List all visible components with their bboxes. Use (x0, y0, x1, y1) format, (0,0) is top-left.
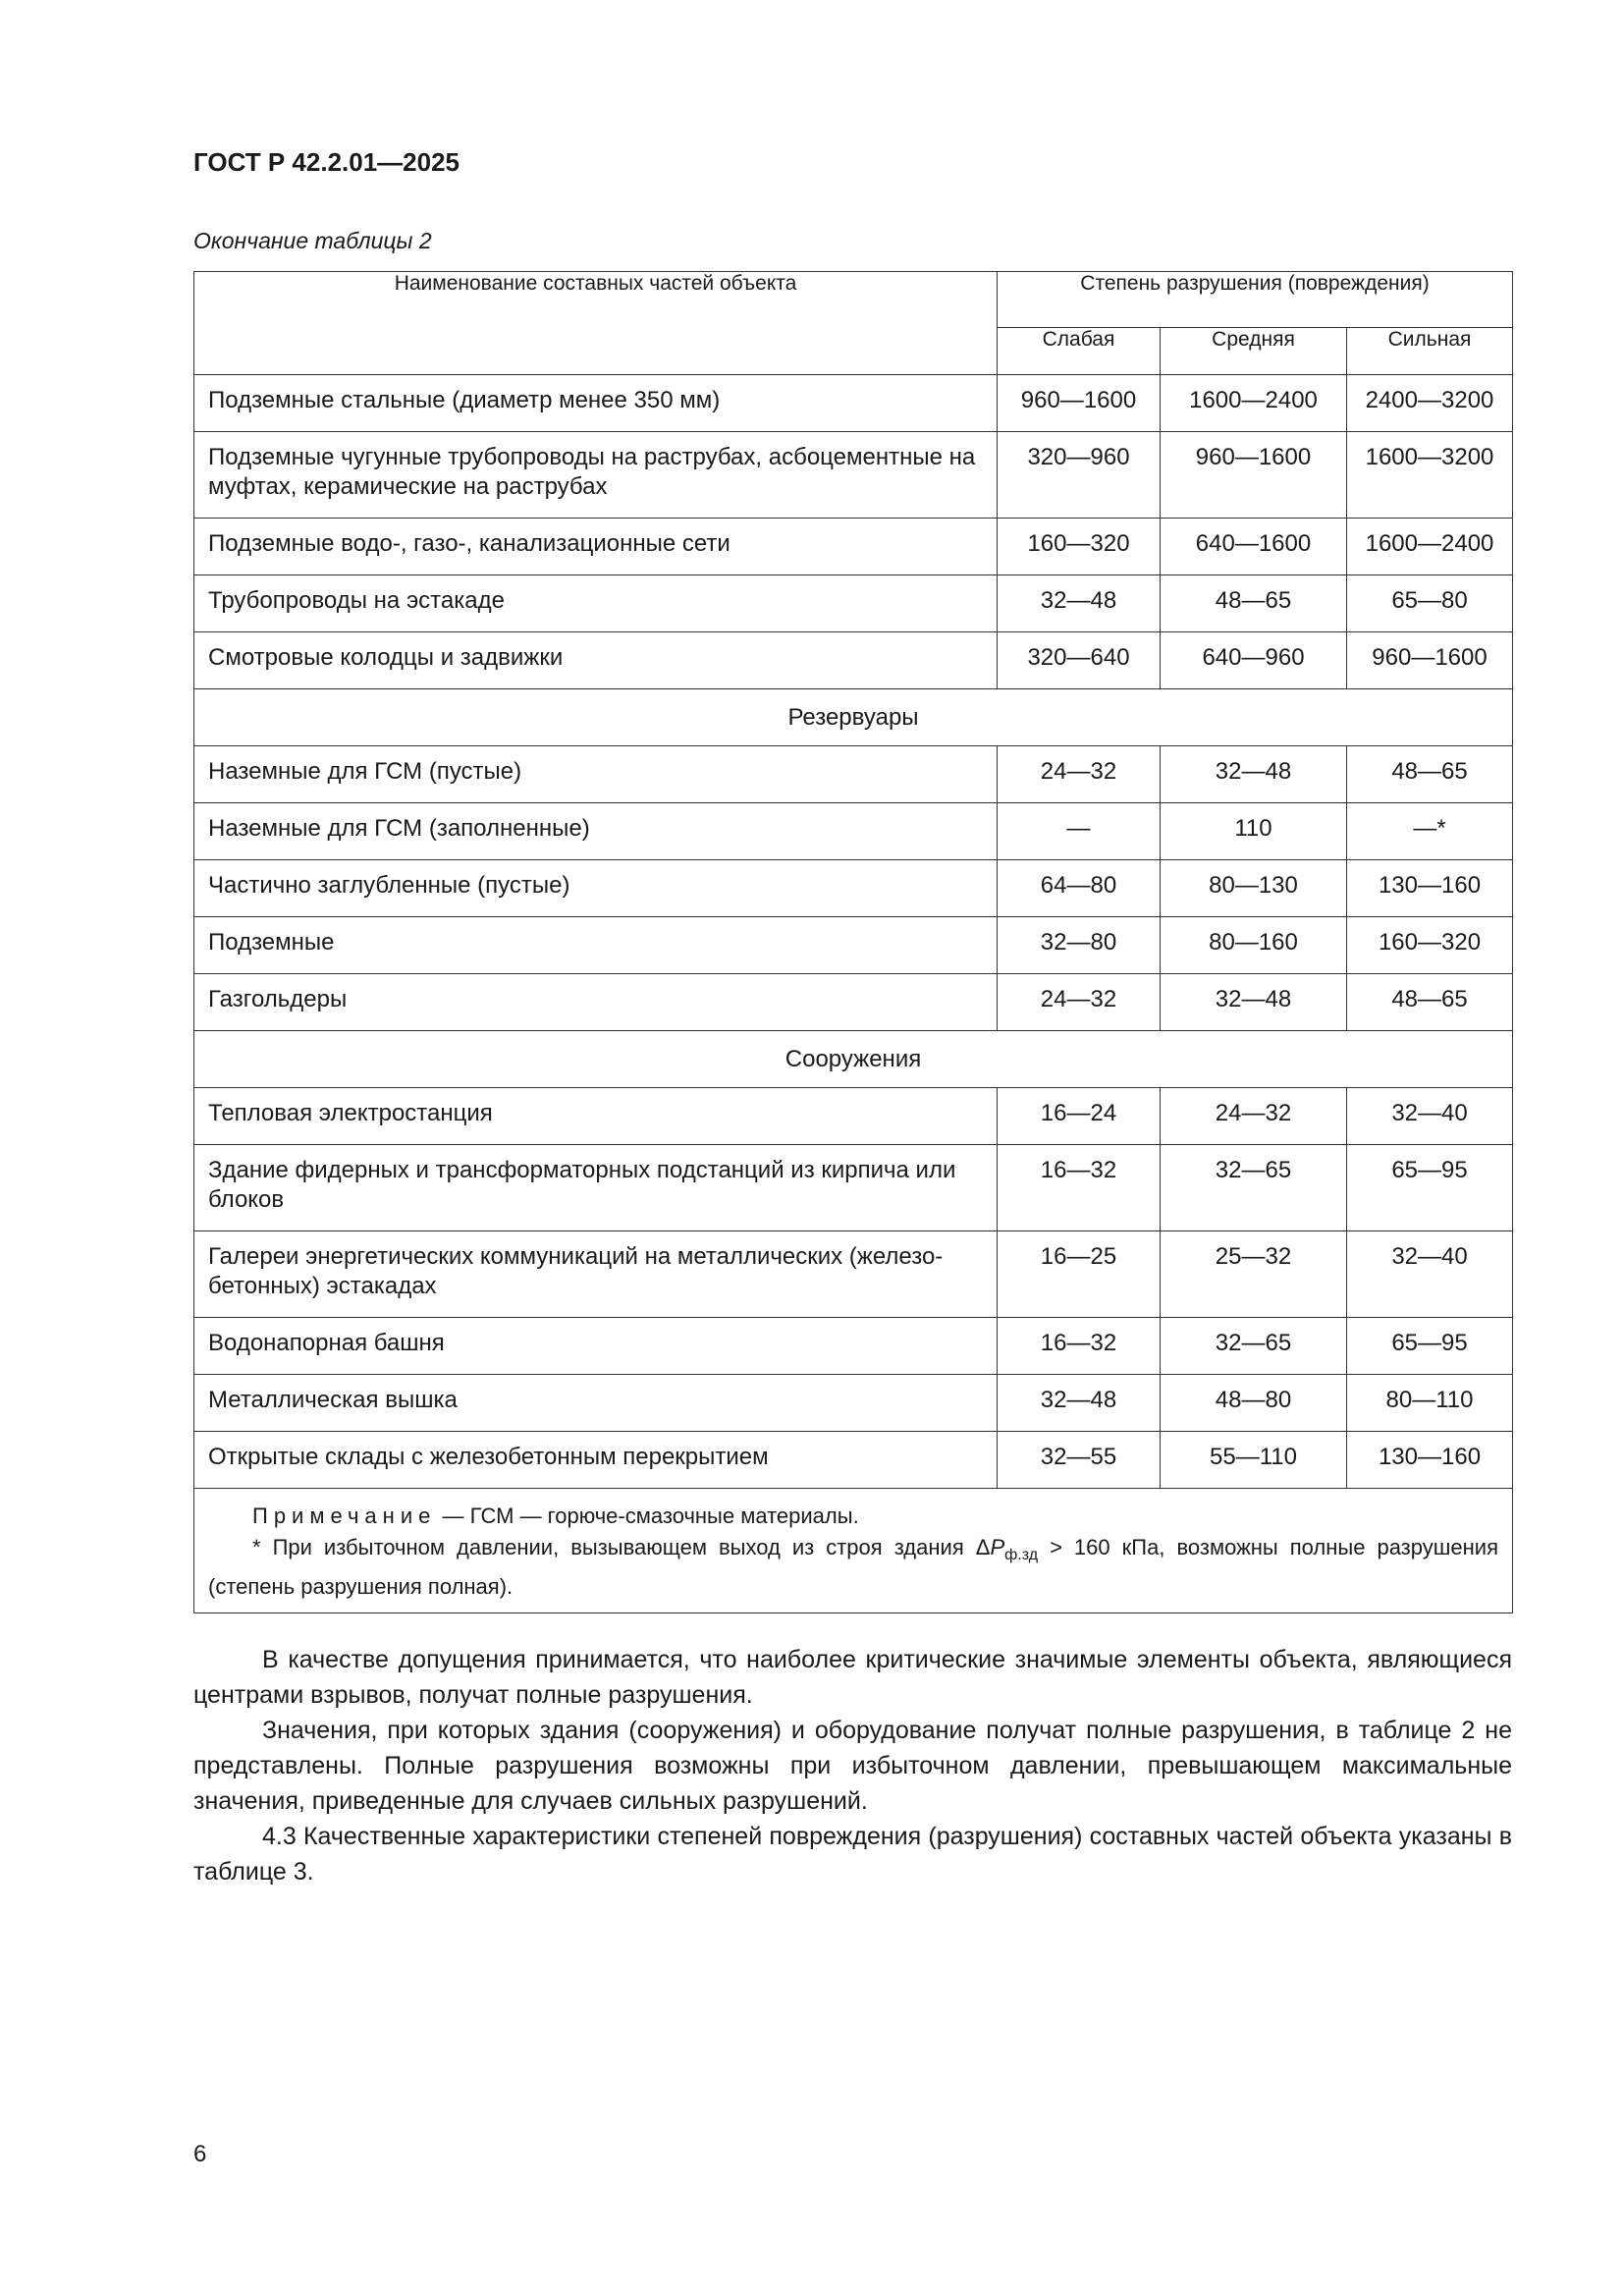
section-row (194, 1031, 1513, 1088)
table-row (194, 1231, 1513, 1318)
header-strong: Сильная (1347, 328, 1513, 375)
strong-value: 130—160 (1347, 860, 1513, 917)
table-row (194, 1375, 1513, 1432)
paragraph: В качестве допущения принимается, что наиболее критические значимые элементы объекта, являющиеся центрами взрывов, получат полные разрушения. (193, 1646, 1512, 1709)
component-name: Металлическая вышка (194, 1375, 998, 1432)
strong-value: 960—1600 (1347, 632, 1513, 689)
table-row (194, 432, 1513, 519)
weak-value: 320—640 (998, 632, 1161, 689)
medium-value: 1600—2400 (1161, 375, 1347, 432)
table-row (194, 632, 1513, 689)
note-text: — ГСМ — горюче-смазочные материалы. (436, 1503, 859, 1528)
section-title: Сооружения (194, 1031, 1513, 1088)
table-row (194, 746, 1513, 803)
table-row (194, 974, 1513, 1031)
weak-value: 320—960 (998, 432, 1161, 519)
medium-value: 25—32 (1161, 1231, 1347, 1318)
component-name: Наземные для ГСМ (пустые) (194, 746, 998, 803)
medium-value: 24—32 (1161, 1088, 1347, 1145)
medium-value: 110 (1161, 803, 1347, 860)
strong-value: 160—320 (1347, 917, 1513, 974)
component-name: Частично заглубленные (пустые) (194, 860, 998, 917)
medium-value: 32—48 (1161, 746, 1347, 803)
weak-value: 960—1600 (998, 375, 1161, 432)
component-name: Подземные чугунные трубопроводы на раструбах, асбоцементные на муфтах, керамические на раструбах (194, 432, 998, 519)
weak-value: 160—320 (998, 519, 1161, 575)
footnote-star: * При избыточном давлении, вызывающем выход из строя здания $\Delta P_{ф.зд} > 160$ кПа, возможны полные разрушения (степень разрушения полная). (208, 1535, 1498, 1599)
weak-value: 16—24 (998, 1088, 1161, 1145)
weak-value: 16—32 (998, 1145, 1161, 1231)
component-name: Смотровые колодцы и задвижки (194, 632, 998, 689)
header-weak: Слабая (998, 328, 1161, 375)
medium-value: 640—1600 (1161, 519, 1347, 575)
medium-value: 80—160 (1161, 917, 1347, 974)
table-row (194, 803, 1513, 860)
weak-value: 32—80 (998, 917, 1161, 974)
component-name: Подземные водо-, газо-, канализационные сети (194, 519, 998, 575)
medium-value: 960—1600 (1161, 432, 1347, 519)
weak-value: — (998, 803, 1161, 860)
strong-value: —* (1347, 803, 1513, 860)
component-name: Трубопроводы на эстакаде (194, 575, 998, 632)
strong-value: 65—95 (1347, 1318, 1513, 1375)
header-damage-degree: Степень разрушения (повреждения) (998, 272, 1513, 328)
weak-value: 64—80 (998, 860, 1161, 917)
paragraph: 4.3 Качественные характеристики степеней повреждения (разрушения) составных частей объекта указаны в таблице 3. (193, 1823, 1512, 1886)
damage-table (193, 271, 1513, 1613)
strong-value: 48—65 (1347, 974, 1513, 1031)
strong-value: 65—95 (1347, 1145, 1513, 1231)
strong-value: 2400—3200 (1347, 375, 1513, 432)
component-name: Открытые склады с железобетонным перекрытием (194, 1432, 998, 1489)
strong-value: 65—80 (1347, 575, 1513, 632)
table-row (194, 1318, 1513, 1375)
weak-value: 16—32 (998, 1318, 1161, 1375)
page-number: 6 (193, 2141, 207, 2167)
medium-value: 640—960 (1161, 632, 1347, 689)
table-row (194, 575, 1513, 632)
strong-value: 130—160 (1347, 1432, 1513, 1489)
note-label: Примечание (252, 1503, 437, 1528)
table-row (194, 917, 1513, 974)
component-name: Подземные стальные (диаметр менее 350 мм) (194, 375, 998, 432)
component-name: Здание фидерных и трансформаторных подстанций из кирпича или блоков (194, 1145, 998, 1231)
weak-value: 16—25 (998, 1231, 1161, 1318)
medium-value: 48—80 (1161, 1375, 1347, 1432)
strong-value: 80—110 (1347, 1375, 1513, 1432)
medium-value: 32—48 (1161, 974, 1347, 1031)
weak-value: 24—32 (998, 974, 1161, 1031)
strong-value: 48—65 (1347, 746, 1513, 803)
table-caption: Окончание таблицы 2 (193, 228, 432, 253)
document-header: ГОСТ Р 42.2.01—2025 (193, 147, 460, 177)
table-row (194, 375, 1513, 432)
strong-value: 1600—2400 (1347, 519, 1513, 575)
medium-value: 32—65 (1161, 1318, 1347, 1375)
medium-value: 80—130 (1161, 860, 1347, 917)
component-name: Газгольдеры (194, 974, 998, 1031)
table-row (194, 1145, 1513, 1231)
table-row (194, 1088, 1513, 1145)
component-name: Тепловая электростанция (194, 1088, 998, 1145)
strong-value: 1600—3200 (1347, 432, 1513, 519)
component-name: Галереи энергетических коммуникаций на металлических (железо-бетонных) эстакадах (194, 1231, 998, 1318)
strong-value: 32—40 (1347, 1088, 1513, 1145)
table-row (194, 1432, 1513, 1489)
weak-value: 32—48 (998, 575, 1161, 632)
header-medium: Средняя (1161, 328, 1347, 375)
paragraph: Значения, при которых здания (сооружения) и оборудование получат полные разрушения, в таблице 2 не представлены. Полные разрушения возможны при избыточном давлении, превышающем максимальные значения, приведенные для случаев сильных разрушений. (193, 1717, 1512, 1815)
header-component-name: Наименование составных частей объекта (194, 272, 998, 375)
weak-value: 24—32 (998, 746, 1161, 803)
table-row (194, 519, 1513, 575)
section-title: Резервуары (194, 689, 1513, 746)
table-note (194, 1489, 1513, 1613)
medium-value: 32—65 (1161, 1145, 1347, 1231)
weak-value: 32—55 (998, 1432, 1161, 1489)
strong-value: 32—40 (1347, 1231, 1513, 1318)
component-name: Водонапорная башня (194, 1318, 998, 1375)
component-name: Наземные для ГСМ (заполненные) (194, 803, 998, 860)
medium-value: 55—110 (1161, 1432, 1347, 1489)
component-name: Подземные (194, 917, 998, 974)
body-text (193, 1642, 1512, 1889)
medium-value: 48—65 (1161, 575, 1347, 632)
weak-value: 32—48 (998, 1375, 1161, 1432)
section-row (194, 689, 1513, 746)
table-row (194, 860, 1513, 917)
